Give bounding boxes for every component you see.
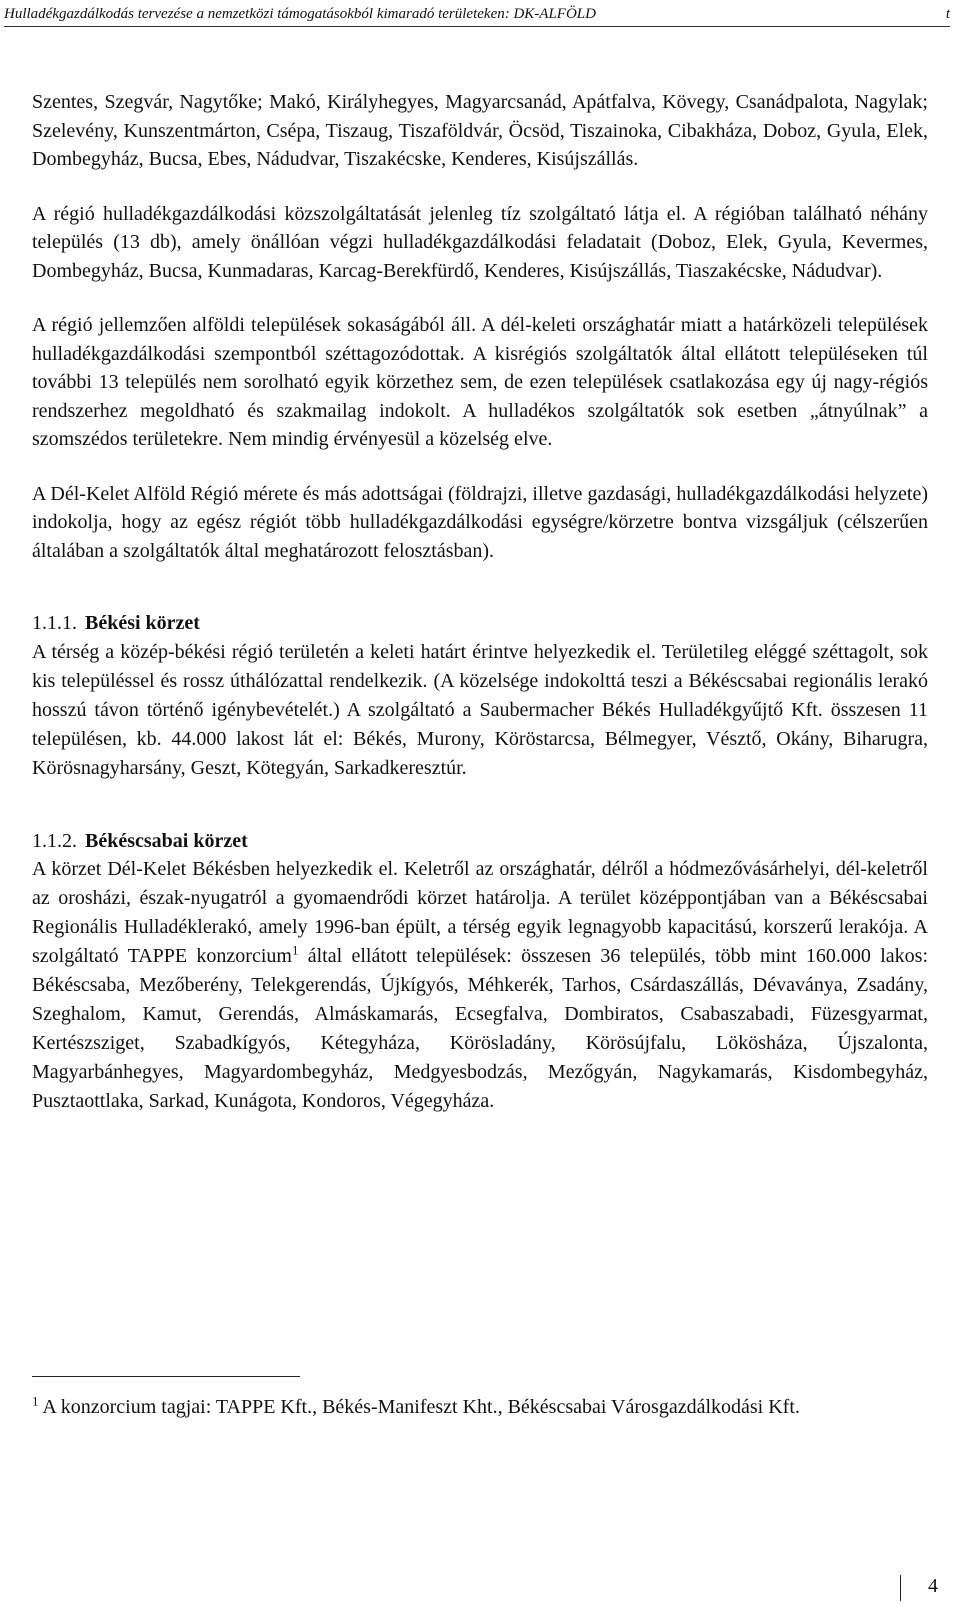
running-header <box>4 4 950 27</box>
footnote-marker: 1 <box>32 1393 39 1409</box>
paragraph-settlements: Szentes, Szegvár, Nagytőke; Makó, Királyhegyes, Magyarcsanád, Apátfalva, Kövegy, Csanádpalota, Nagylak; Szelevény, Kunszentmárton, Csépa, Tiszaug, Tiszaföldvár, Öcsöd, Tiszainoka, Cibakháza, Doboz, Gyula, Elek, Dombegyház, Bucsa, Ebes, Nádudvar, Tiszakécske, Kenderes, Kisújszállás. <box>32 91 928 170</box>
section-title: Békéscsabai körzet <box>85 829 248 852</box>
footnote <box>32 1392 928 1422</box>
section-number: 1.1.1. <box>32 612 77 634</box>
paragraph-bekescsabai-body <box>32 855 928 1116</box>
running-header-mark: t <box>945 6 950 22</box>
footnote-separator <box>32 1376 300 1377</box>
section-heading-bekesi <box>32 609 928 638</box>
paragraph-region-character: A régió jellemzően alföldi települések sokaságából áll. A dél-keleti országhatár miatt a határközeli települések hulladékgazdálkodási szempontból széttagozódottak. A kisrégiós szolgáltatók által ellátott településeken túl további 13 település nem sorolható egyik körzethez sem, de ezen települések csatlakozása egy új nagy-régiós rendszerhez megoldható és szakmailag indokolt. A hulladékos szolgáltatók sok esetben „átnyúlnak” a szomszédos területekre. Nem mindig érvényesül a közelség elve. <box>32 314 928 450</box>
section-title: Békési körzet <box>85 612 200 634</box>
body-text-part: által ellátott települések: összesen 36 település, több mint 160.000 lakos: Békéscsaba, Mezőberény, Telekgerendás, Újkígyós, Méhkerék, Tarhos, Csárdaszállás, Dévaványa, Zsadány, Szeghalom, Kamut, Gerendás, Almáskamarás, Ecsegfalva, Dombiratos, Csabaszabadi, Füzesgyarmat, Kertészsziget, Szabadkígyós, Kétegyháza, Körösladány, Körösújfalu, Lökösháza, Újszalonta, Magyarbánhegyes, Magyardombegyház, Medgyesbodzás, Mezőgyán, Nagykamarás, Kisdombegyház, Pusztaottlaka, Sarkad, Kunágota, Kondoros, Végegyháza. <box>32 945 929 1112</box>
running-title: Hulladékgazdálkodás tervezése a nemzetközi támogatásokból kimaradó területeken: DK-ALFÖLD <box>4 6 596 22</box>
body-content <box>32 88 928 1116</box>
section-heading-bekescsabai <box>32 827 928 856</box>
paragraph-providers: A régió hulladékgazdálkodási közszolgáltatását jelenleg tíz szolgáltató látja el. A régióban található néhány település (13 db), amely önállóan végzi hulladékgazdálkodási feladatait (Doboz, Elek, Gyula, Kevermes, Dombegyház, Bucsa, Kunmadaras, Karcag-Berekfürdő, Kenderes, Kisújszállás, Tiaszakécske, Nádudvar). <box>32 202 928 282</box>
section-number: 1.1.2. <box>32 829 77 852</box>
page-number: 4 <box>928 1575 938 1597</box>
paragraph-bekesi-body: A térség a közép-békési régió területén a keleti határt érintve helyezkedik el. Területileg eléggé széttagolt, sok kis településsel és rossz úthálózattal rendelkezik. (A közelsége indokolttá teszi a Békéscsabai regionális lerakó hosszú távon történő igénybevételét.) A szolgáltató a Saubermacher Békés Hulladékgyűjtő Kft. összesen 11 településen, kb. 44.000 lakost lát el: Békés, Murony, Köröstarcsa, Bélmegyer, Vésztő, Okány, Biharugra, Körösnagyharsány, Geszt, Kötegyán, Sarkadkeresztúr. <box>32 640 928 779</box>
footnote-reference[interactable]: 1 <box>291 942 299 958</box>
page-number-divider <box>900 1575 901 1601</box>
paragraph-region-size: A Dél-Kelet Alföld Régió mérete és más adottságai (földrajzi, illetve gazdasági, hulladékgazdálkodási helyzete) indokolja, hogy az egész régiót több hulladékgazdálkodási egységre/körzetre bontva vizsgáljuk (célszerűen általában a szolgáltatók által meghatározott felosztásban). <box>32 482 928 562</box>
footnote-text: A konzorcium tagjai: TAPPE Kft., Békés-Manifeszt Kht., Békéscsabai Városgazdálkodási Kft. <box>38 1396 800 1418</box>
body-text-part: A körzet Dél-Kelet Békésben helyezkedik el. Keletről az országhatár, délről a hódmezővásárhelyi, dél-keletről az orosházi, észak-nyugatról a gyomaendrődi körzet határolja. A terület középpontjában van a Békéscsabai Regionális Hulladéklerakó, amely 1996-ban épült, a térség egyik legnagyobb kapacitású, korszerű lerakója. A szolgáltató TAPPE konzorcium <box>32 858 928 967</box>
